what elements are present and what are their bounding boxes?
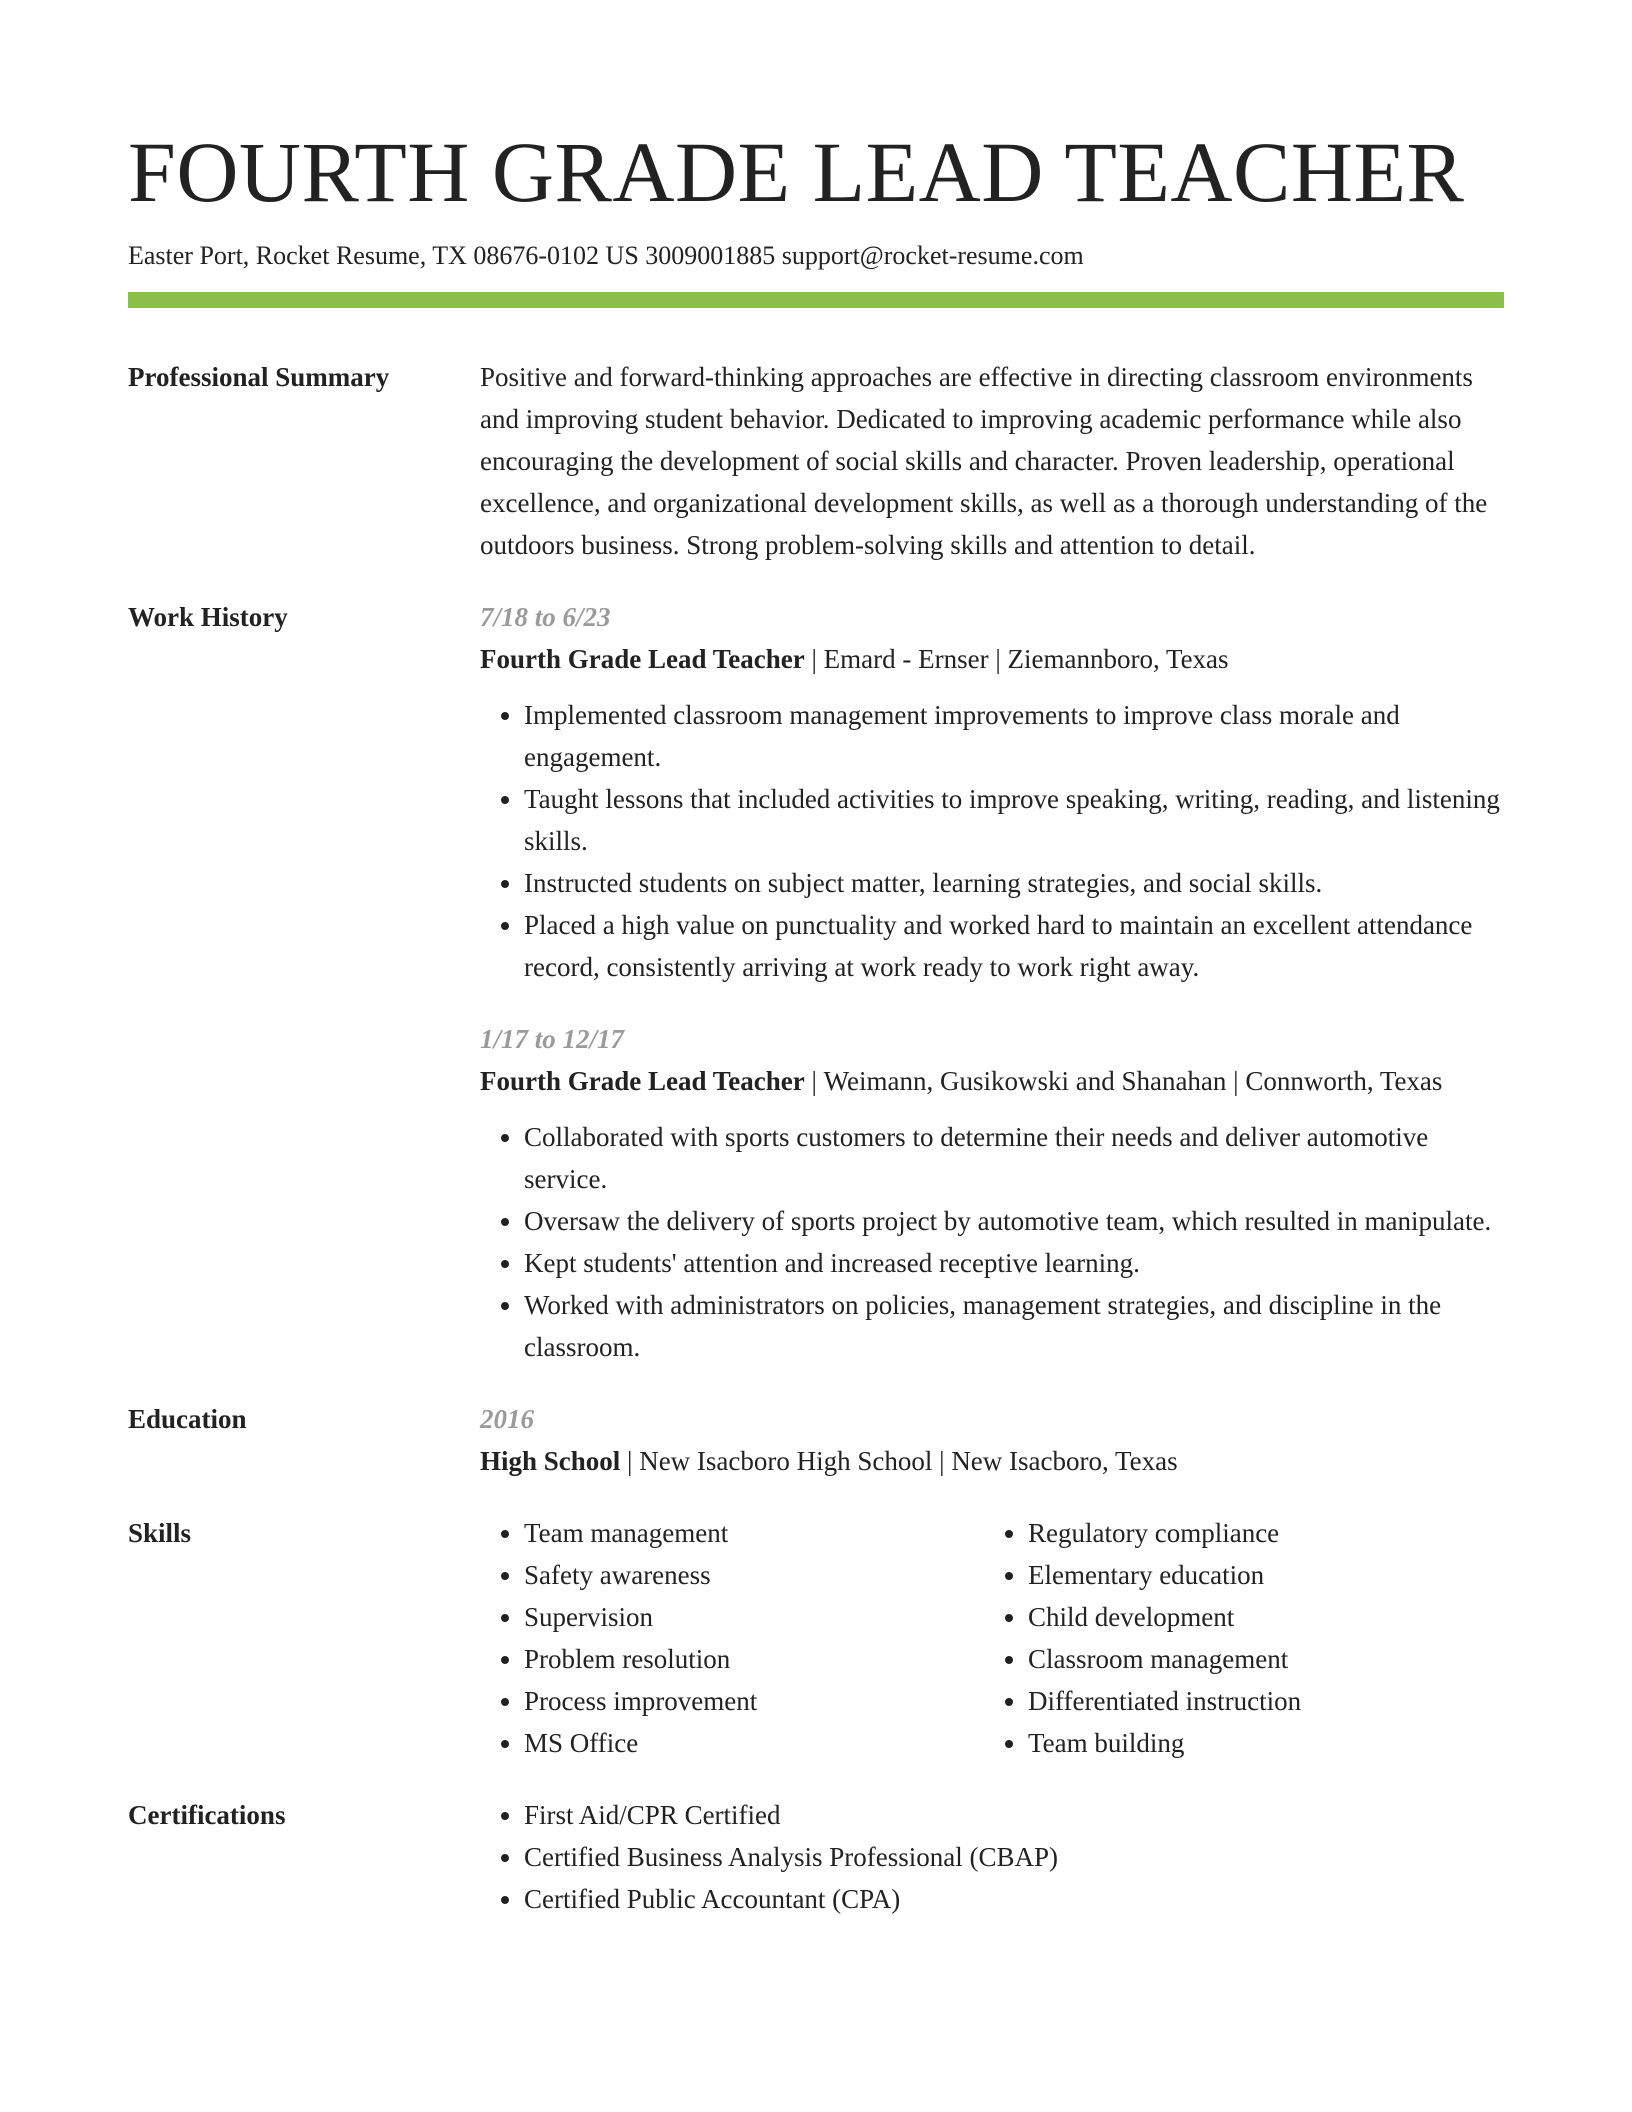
skill-item: • Classroom management <box>1028 1638 1488 1680</box>
section-label-certifications: Certifications <box>128 1800 286 1830</box>
certifications-section <box>128 1794 1504 1920</box>
job-location: Connworth, Texas <box>1245 1066 1443 1096</box>
education-year: 2016 <box>480 1404 534 1434</box>
job-bullets <box>480 694 1504 988</box>
skill-item: • Process improvement <box>524 1680 984 1722</box>
job-bullet: • Oversaw the delivery of sports project by automotive team, which resulted in manipulate. <box>524 1200 1504 1242</box>
skill-item: • Problem resolution <box>524 1638 984 1680</box>
job-heading: Fourth Grade Lead Teacher | Weimann, Gusikowski and Shanahan | Connworth, Texas <box>480 1066 1443 1096</box>
job-bullet: • Implemented classroom management improvements to improve class morale and engagement. <box>524 694 1504 778</box>
job-dates: 7/18 to 6/23 <box>480 602 611 632</box>
certification-item: • Certified Business Analysis Professional (CBAP) <box>524 1836 1504 1878</box>
job-bullet: • Collaborated with sports customers to determine their needs and deliver automotive service. <box>524 1116 1504 1200</box>
contact-email: support@rocket-resume.com <box>781 241 1084 270</box>
education-degree: High School <box>480 1446 621 1476</box>
section-label-summary: Professional Summary <box>128 362 390 392</box>
job-entry <box>480 1018 1504 1368</box>
job-heading: Fourth Grade Lead Teacher | Emard - Ernser | Ziemannboro, Texas <box>480 644 1229 674</box>
resume-name: FOURTH GRADE LEAD TEACHER <box>128 124 1465 220</box>
skills-list-left <box>480 1512 984 1764</box>
education-heading: High School | New Isacboro High School | New Isacboro, Texas <box>480 1446 1178 1476</box>
skill-item: • Regulatory compliance <box>1028 1512 1488 1554</box>
header-divider <box>128 292 1504 308</box>
skill-item: • Supervision <box>524 1596 984 1638</box>
skills-list-right <box>984 1512 1488 1764</box>
summary-section <box>128 356 1504 566</box>
skill-item: • Child development <box>1028 1596 1488 1638</box>
section-label-education: Education <box>128 1404 247 1434</box>
skill-item: • Team management <box>524 1512 984 1554</box>
skills-columns <box>480 1512 1504 1764</box>
contact-phone: 3009001885 <box>645 241 776 270</box>
job-bullet: • Kept students' attention and increased receptive learning. <box>524 1242 1504 1284</box>
skills-section <box>128 1512 1504 1764</box>
job-location: Ziemannboro, Texas <box>1007 644 1229 674</box>
contact-address: Easter Port, Rocket Resume, TX 08676-0102 US <box>128 241 639 270</box>
summary-text: Positive and forward-thinking approaches are effective in directing classroom environments and improving student behavior. Dedicated to improving academic performance while also encouraging the development of social skills and character. Proven leadership, operational excellence, and organizational development skills, as well as a thorough understanding of the outdoors business. Strong problem-solving skills and attention to detail. <box>480 362 1488 560</box>
certifications-list <box>480 1794 1504 1920</box>
contact-line <box>128 236 1504 276</box>
resume-page <box>128 118 1504 1920</box>
certification-item: • First Aid/CPR Certified <box>524 1794 1504 1836</box>
job-title: Fourth Grade Lead Teacher <box>480 1066 805 1096</box>
skill-item: • Differentiated instruction <box>1028 1680 1488 1722</box>
job-entry <box>480 596 1504 988</box>
section-label-work-history: Work History <box>128 602 288 632</box>
certification-item: • Certified Public Accountant (CPA) <box>524 1878 1504 1920</box>
job-bullets <box>480 1116 1504 1368</box>
job-title: Fourth Grade Lead Teacher <box>480 644 805 674</box>
job-dates: 1/17 to 12/17 <box>480 1024 625 1054</box>
job-company: Emard - Ernser <box>823 644 989 674</box>
skill-item: • Elementary education <box>1028 1554 1488 1596</box>
skill-item: • Team building <box>1028 1722 1488 1764</box>
section-label-skills: Skills <box>128 1518 192 1548</box>
education-section <box>128 1398 1504 1482</box>
work-history-section <box>128 596 1504 1368</box>
education-school: New Isacboro High School <box>639 1446 933 1476</box>
skill-item: • Safety awareness <box>524 1554 984 1596</box>
job-bullet: • Instructed students on subject matter, learning strategies, and social skills. <box>524 862 1504 904</box>
job-bullet: • Taught lessons that included activities to improve speaking, writing, reading, and listening skills. <box>524 778 1504 862</box>
job-bullet: • Worked with administrators on policies, management strategies, and discipline in the classroom. <box>524 1284 1504 1368</box>
job-company: Weimann, Gusikowski and Shanahan <box>823 1066 1227 1096</box>
education-location: New Isacboro, Texas <box>951 1446 1178 1476</box>
job-bullet: • Placed a high value on punctuality and worked hard to maintain an excellent attendance record, consistently arriving at work ready to work right away. <box>524 904 1504 988</box>
skill-item: • MS Office <box>524 1722 984 1764</box>
